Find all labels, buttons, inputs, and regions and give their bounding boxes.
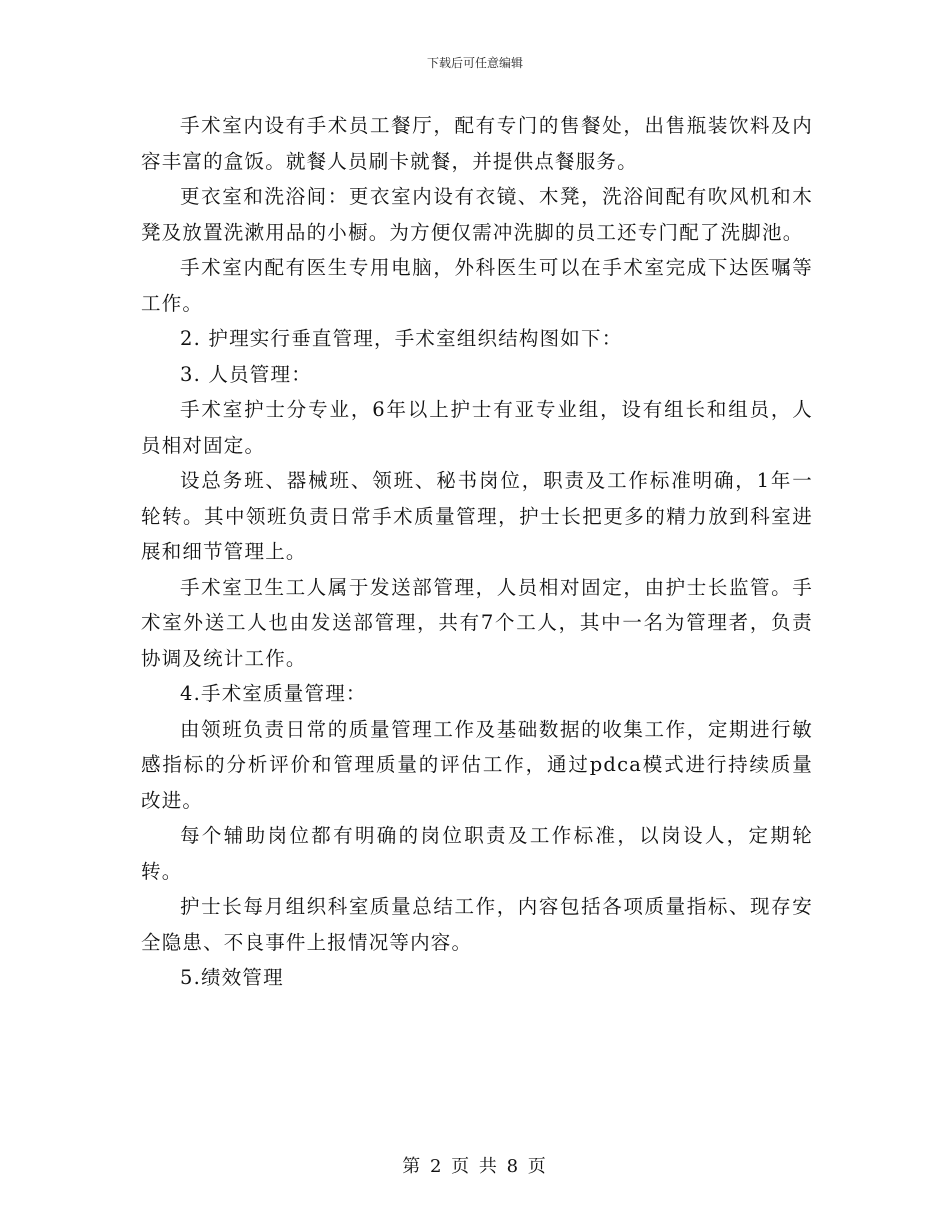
paragraph-auxiliary-posts: 每个辅助岗位都有明确的岗位职责及工作标准，以岗设人，定期轮转。 <box>141 824 813 883</box>
section-heading-performance: 5.绩效管理 <box>180 966 284 989</box>
paragraph-locker-room: 更衣室和洗浴间：更衣室内设有衣镜、木凳，洗浴间配有吹风机和木凳及放置洗漱用品的小橱。为方便仅需冲洗脚的员工还专门配了洗脚池。 <box>141 185 813 244</box>
paragraph-quality-work: 由领班负责日常的质量管理工作及基础数据的收集工作，定期进行敏感指标的分析评价和管理质量的评估工作，通过pdca模式进行持续质量改进。 <box>141 717 813 812</box>
paragraph-doctor-computer: 手术室内配有医生专用电脑，外科医生可以在手术室完成下达医嘱等工作。 <box>141 256 813 315</box>
page-number: 第 2 页 共 8 页 <box>402 1156 548 1177</box>
section-heading-nursing: 2. 护理实行垂直管理，手术室组织结构图如下： <box>180 327 623 350</box>
paragraph-monthly-summary: 护士长每月组织科室质量总结工作，内容包括各项质量指标、现存安全隐患、不良事件上报情况等内容。 <box>141 895 813 954</box>
document-body <box>141 108 813 996</box>
paragraph-sanitation-workers: 手术室卫生工人属于发送部管理，人员相对固定，由护士长监管。手术室外送工人也由发送部管理，共有7个工人，其中一名为管理者，负责协调及统计工作。 <box>141 575 813 670</box>
section-heading-quality: 4.手术室质量管理： <box>180 682 367 705</box>
paragraph-nurse-specialty: 手术室护士分专业，6年以上护士有亚专业组，设有组长和组员，人员相对固定。 <box>141 398 813 457</box>
section-heading-staff: 3. 人员管理： <box>180 362 312 386</box>
paragraph-positions: 设总务班、器械班、领班、秘书岗位，职责及工作标准明确，1年一轮转。其中领班负责日常手术质量管理，护士长把更多的精力放到科室进展和细节管理上。 <box>141 469 813 563</box>
header-note: 下载后可任意编辑 <box>426 56 523 70</box>
paragraph-cafeteria: 手术室内设有手术员工餐厅，配有专门的售餐处，出售瓶装饮料及内容丰富的盒饭。就餐人员刷卡就餐，并提供点餐服务。 <box>141 114 813 173</box>
